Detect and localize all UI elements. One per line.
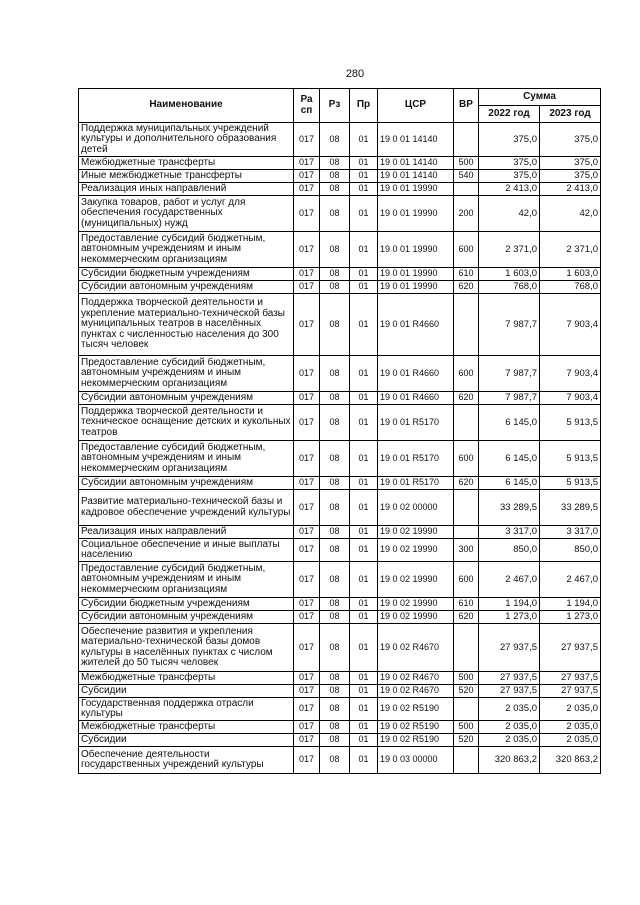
row-sum-2023: 768,0 xyxy=(540,281,601,294)
row-name: Закупка товаров, работ и услуг для обеспечения государственных (муниципальных) нужд xyxy=(79,196,294,232)
row-name: Развитие материально-технической базы и кадровое обеспечение учреждений культуры xyxy=(79,490,294,526)
row-rz: 08 xyxy=(320,196,350,232)
row-rz: 08 xyxy=(320,392,350,405)
table-row xyxy=(79,441,601,477)
row-sum-2023: 33 289,5 xyxy=(540,490,601,526)
row-sum-2023: 850,0 xyxy=(540,539,601,562)
table-row xyxy=(79,624,601,672)
row-pr: 01 xyxy=(350,562,378,598)
table-row xyxy=(79,232,601,268)
header-pr: Пр xyxy=(350,89,378,123)
row-rz: 08 xyxy=(320,747,350,774)
row-vr: 520 xyxy=(454,734,479,747)
row-pr: 01 xyxy=(350,685,378,698)
row-name: Межбюджетные трансферты xyxy=(79,672,294,685)
row-rasp: 017 xyxy=(294,477,320,490)
row-vr xyxy=(454,747,479,774)
header-vr: ВР xyxy=(454,89,479,123)
row-rasp: 017 xyxy=(294,562,320,598)
row-name: Обеспечение развития и укрепления материально-технической базы домов культуры в населённых пунктах с числом жителей до 50 тысяч человек xyxy=(79,624,294,672)
table-row xyxy=(79,183,601,196)
row-rasp: 017 xyxy=(294,232,320,268)
row-rasp: 017 xyxy=(294,123,320,157)
row-rz: 08 xyxy=(320,123,350,157)
row-rasp: 017 xyxy=(294,196,320,232)
row-csr: 19 0 01 R4660 xyxy=(378,356,454,392)
row-csr: 19 0 01 14140 xyxy=(378,123,454,157)
row-sum-2022: 320 863,2 xyxy=(479,747,540,774)
row-rz: 08 xyxy=(320,490,350,526)
row-rasp: 017 xyxy=(294,157,320,170)
row-csr: 19 0 01 R4660 xyxy=(378,294,454,356)
row-pr: 01 xyxy=(350,405,378,441)
row-rasp: 017 xyxy=(294,747,320,774)
row-sum-2022: 1 603,0 xyxy=(479,268,540,281)
row-rasp: 017 xyxy=(294,392,320,405)
row-pr: 01 xyxy=(350,490,378,526)
row-csr: 19 0 01 19990 xyxy=(378,232,454,268)
row-rasp: 017 xyxy=(294,598,320,611)
row-rz: 08 xyxy=(320,672,350,685)
row-name: Межбюджетные трансферты xyxy=(79,157,294,170)
row-sum-2023: 27 937,5 xyxy=(540,624,601,672)
row-name: Субсидии бюджетным учреждениям xyxy=(79,268,294,281)
row-rz: 08 xyxy=(320,157,350,170)
row-vr: 500 xyxy=(454,721,479,734)
table-row xyxy=(79,170,601,183)
row-sum-2022: 375,0 xyxy=(479,157,540,170)
row-name: Межбюджетные трансферты xyxy=(79,721,294,734)
table-row xyxy=(79,490,601,526)
header-year-2022: 2022 год xyxy=(479,106,540,123)
row-pr: 01 xyxy=(350,477,378,490)
table-row xyxy=(79,539,601,562)
table-row xyxy=(79,294,601,356)
row-rasp: 017 xyxy=(294,405,320,441)
row-pr: 01 xyxy=(350,123,378,157)
header-sum: Сумма xyxy=(479,89,601,106)
row-pr: 01 xyxy=(350,747,378,774)
row-csr: 19 0 01 R4660 xyxy=(378,392,454,405)
row-sum-2022: 2 371,0 xyxy=(479,232,540,268)
row-rasp: 017 xyxy=(294,721,320,734)
row-sum-2023: 375,0 xyxy=(540,123,601,157)
row-vr xyxy=(454,405,479,441)
row-rz: 08 xyxy=(320,477,350,490)
row-sum-2022: 27 937,5 xyxy=(479,672,540,685)
row-sum-2023: 7 903,4 xyxy=(540,392,601,405)
header-name: Наименование xyxy=(79,89,294,123)
row-rz: 08 xyxy=(320,294,350,356)
row-sum-2023: 375,0 xyxy=(540,157,601,170)
row-sum-2023: 27 937,5 xyxy=(540,685,601,698)
row-sum-2022: 27 937,5 xyxy=(479,685,540,698)
row-rz: 08 xyxy=(320,721,350,734)
row-rz: 08 xyxy=(320,356,350,392)
row-name: Социальное обеспечение и иные выплаты населению xyxy=(79,539,294,562)
row-rz: 08 xyxy=(320,698,350,721)
row-sum-2022: 33 289,5 xyxy=(479,490,540,526)
row-rasp: 017 xyxy=(294,526,320,539)
row-rasp: 017 xyxy=(294,672,320,685)
row-sum-2023: 2 371,0 xyxy=(540,232,601,268)
table-row xyxy=(79,281,601,294)
row-sum-2023: 42,0 xyxy=(540,196,601,232)
row-sum-2022: 850,0 xyxy=(479,539,540,562)
table-row xyxy=(79,721,601,734)
row-sum-2023: 375,0 xyxy=(540,170,601,183)
row-name: Предоставление субсидий бюджетным, автономным учреждениям и иным некоммерческим организациям xyxy=(79,441,294,477)
row-pr: 01 xyxy=(350,183,378,196)
row-rasp: 017 xyxy=(294,685,320,698)
row-csr: 19 0 02 R4670 xyxy=(378,685,454,698)
row-csr: 19 0 01 R5170 xyxy=(378,405,454,441)
row-sum-2022: 7 987,7 xyxy=(479,356,540,392)
row-sum-2022: 6 145,0 xyxy=(479,405,540,441)
header-year-2023: 2023 год xyxy=(540,106,601,123)
row-name: Субсидии автономным учреждениям xyxy=(79,477,294,490)
row-sum-2023: 5 913,5 xyxy=(540,405,601,441)
row-csr: 19 0 01 14140 xyxy=(378,170,454,183)
row-name: Поддержка творческой деятельности и техническое оснащение детских и кукольных театров xyxy=(79,405,294,441)
row-vr: 200 xyxy=(454,196,479,232)
row-csr: 19 0 02 19990 xyxy=(378,611,454,624)
row-sum-2023: 2 035,0 xyxy=(540,734,601,747)
row-sum-2023: 7 903,4 xyxy=(540,356,601,392)
table-row xyxy=(79,672,601,685)
row-vr xyxy=(454,624,479,672)
row-name: Субсидии бюджетным учреждениям xyxy=(79,598,294,611)
row-name: Предоставление субсидий бюджетным, автономным учреждениям и иным некоммерческим организациям xyxy=(79,232,294,268)
row-csr: 19 0 02 19990 xyxy=(378,539,454,562)
table-body xyxy=(79,123,601,774)
row-sum-2023: 2 035,0 xyxy=(540,721,601,734)
row-vr: 600 xyxy=(454,356,479,392)
row-sum-2022: 2 413,0 xyxy=(479,183,540,196)
table-row xyxy=(79,598,601,611)
row-sum-2023: 2 413,0 xyxy=(540,183,601,196)
row-sum-2023: 3 317,0 xyxy=(540,526,601,539)
row-sum-2023: 2 035,0 xyxy=(540,698,601,721)
row-sum-2022: 6 145,0 xyxy=(479,477,540,490)
row-vr: 610 xyxy=(454,268,479,281)
row-vr: 620 xyxy=(454,477,479,490)
row-csr: 19 0 01 19990 xyxy=(378,183,454,196)
row-name: Реализация иных направлений xyxy=(79,526,294,539)
row-sum-2023: 1 603,0 xyxy=(540,268,601,281)
row-csr: 19 0 01 14140 xyxy=(378,157,454,170)
table-row xyxy=(79,477,601,490)
table-row xyxy=(79,196,601,232)
row-csr: 19 0 01 19990 xyxy=(378,196,454,232)
row-rasp: 017 xyxy=(294,490,320,526)
row-name: Государственная поддержка отрасли культуры xyxy=(79,698,294,721)
row-sum-2022: 2 035,0 xyxy=(479,698,540,721)
row-vr: 500 xyxy=(454,672,479,685)
table-row xyxy=(79,734,601,747)
row-pr: 01 xyxy=(350,721,378,734)
row-rz: 08 xyxy=(320,526,350,539)
row-vr xyxy=(454,490,479,526)
row-sum-2022: 2 035,0 xyxy=(479,734,540,747)
row-rasp: 017 xyxy=(294,734,320,747)
row-name: Субсидии xyxy=(79,734,294,747)
row-vr: 620 xyxy=(454,281,479,294)
row-name: Предоставление субсидий бюджетным, автономным учреждениям и иным некоммерческим организациям xyxy=(79,562,294,598)
row-rz: 08 xyxy=(320,539,350,562)
row-pr: 01 xyxy=(350,294,378,356)
row-rz: 08 xyxy=(320,624,350,672)
row-pr: 01 xyxy=(350,281,378,294)
header-rasp: Ра сп xyxy=(294,89,320,123)
row-csr: 19 0 01 19990 xyxy=(378,268,454,281)
row-csr: 19 0 02 R4670 xyxy=(378,672,454,685)
row-name: Обеспечение деятельности государственных учреждений культуры xyxy=(79,747,294,774)
row-name: Иные межбюджетные трансферты xyxy=(79,170,294,183)
row-pr: 01 xyxy=(350,526,378,539)
row-csr: 19 0 02 R4670 xyxy=(378,624,454,672)
row-pr: 01 xyxy=(350,392,378,405)
row-vr: 600 xyxy=(454,562,479,598)
table-row xyxy=(79,562,601,598)
row-sum-2022: 1 194,0 xyxy=(479,598,540,611)
row-pr: 01 xyxy=(350,441,378,477)
table-row xyxy=(79,747,601,774)
table-row xyxy=(79,123,601,157)
table-row xyxy=(79,685,601,698)
row-rasp: 017 xyxy=(294,441,320,477)
row-csr: 19 0 02 R5190 xyxy=(378,734,454,747)
header-rz: Рз xyxy=(320,89,350,123)
row-vr xyxy=(454,526,479,539)
row-rz: 08 xyxy=(320,562,350,598)
row-pr: 01 xyxy=(350,624,378,672)
row-rz: 08 xyxy=(320,232,350,268)
row-rasp: 017 xyxy=(294,539,320,562)
row-rz: 08 xyxy=(320,170,350,183)
row-vr: 540 xyxy=(454,170,479,183)
row-pr: 01 xyxy=(350,611,378,624)
row-sum-2022: 7 987,7 xyxy=(479,392,540,405)
row-pr: 01 xyxy=(350,170,378,183)
row-pr: 01 xyxy=(350,698,378,721)
header-csr: ЦСР xyxy=(378,89,454,123)
row-sum-2022: 3 317,0 xyxy=(479,526,540,539)
row-name: Предоставление субсидий бюджетным, автономным учреждениям и иным некоммерческим организациям xyxy=(79,356,294,392)
row-rasp: 017 xyxy=(294,170,320,183)
row-rz: 08 xyxy=(320,598,350,611)
row-rz: 08 xyxy=(320,611,350,624)
row-rasp: 017 xyxy=(294,698,320,721)
row-vr xyxy=(454,698,479,721)
row-rz: 08 xyxy=(320,268,350,281)
row-rasp: 017 xyxy=(294,624,320,672)
row-sum-2022: 375,0 xyxy=(479,170,540,183)
row-vr xyxy=(454,123,479,157)
row-rasp: 017 xyxy=(294,281,320,294)
table-row xyxy=(79,392,601,405)
row-csr: 19 0 02 R5190 xyxy=(378,698,454,721)
row-csr: 19 0 02 19990 xyxy=(378,526,454,539)
row-rz: 08 xyxy=(320,183,350,196)
row-csr: 19 0 01 R5170 xyxy=(378,441,454,477)
row-rz: 08 xyxy=(320,405,350,441)
table-row xyxy=(79,526,601,539)
row-pr: 01 xyxy=(350,672,378,685)
row-name: Субсидии автономным учреждениям xyxy=(79,281,294,294)
row-vr: 600 xyxy=(454,441,479,477)
row-sum-2022: 27 937,5 xyxy=(479,624,540,672)
row-csr: 19 0 02 19990 xyxy=(378,562,454,598)
row-name: Поддержка муниципальных учреждений культуры и дополнительного образования детей xyxy=(79,123,294,157)
row-name: Реализация иных направлений xyxy=(79,183,294,196)
row-sum-2023: 5 913,5 xyxy=(540,477,601,490)
row-rasp: 017 xyxy=(294,611,320,624)
row-csr: 19 0 02 R5190 xyxy=(378,721,454,734)
row-rasp: 017 xyxy=(294,294,320,356)
row-sum-2022: 375,0 xyxy=(479,123,540,157)
table-row xyxy=(79,405,601,441)
row-sum-2022: 7 987,7 xyxy=(479,294,540,356)
row-pr: 01 xyxy=(350,157,378,170)
row-sum-2022: 2 467,0 xyxy=(479,562,540,598)
row-sum-2022: 42,0 xyxy=(479,196,540,232)
row-name: Субсидии автономным учреждениям xyxy=(79,611,294,624)
row-sum-2023: 1 194,0 xyxy=(540,598,601,611)
table-row xyxy=(79,356,601,392)
row-vr: 600 xyxy=(454,232,479,268)
table-row xyxy=(79,157,601,170)
row-name: Субсидии автономным учреждениям xyxy=(79,392,294,405)
row-rz: 08 xyxy=(320,685,350,698)
row-csr: 19 0 03 00000 xyxy=(378,747,454,774)
row-pr: 01 xyxy=(350,196,378,232)
row-name: Поддержка творческой деятельности и укрепление материально-технической базы муниципальных театров в населённых пунктах с численностью населения до 300 тысяч человек xyxy=(79,294,294,356)
row-rz: 08 xyxy=(320,441,350,477)
table-row xyxy=(79,268,601,281)
row-csr: 19 0 01 R5170 xyxy=(378,477,454,490)
row-vr: 520 xyxy=(454,685,479,698)
row-vr: 620 xyxy=(454,611,479,624)
row-sum-2023: 5 913,5 xyxy=(540,441,601,477)
row-vr xyxy=(454,294,479,356)
row-sum-2022: 1 273,0 xyxy=(479,611,540,624)
table-row xyxy=(79,611,601,624)
row-vr: 620 xyxy=(454,392,479,405)
row-sum-2023: 320 863,2 xyxy=(540,747,601,774)
row-sum-2023: 1 273,0 xyxy=(540,611,601,624)
row-pr: 01 xyxy=(350,598,378,611)
row-sum-2023: 27 937,5 xyxy=(540,672,601,685)
row-csr: 19 0 02 00000 xyxy=(378,490,454,526)
row-vr: 610 xyxy=(454,598,479,611)
row-rasp: 017 xyxy=(294,268,320,281)
row-csr: 19 0 01 19990 xyxy=(378,281,454,294)
row-pr: 01 xyxy=(350,539,378,562)
row-rz: 08 xyxy=(320,734,350,747)
table-row xyxy=(79,698,601,721)
row-name: Субсидии xyxy=(79,685,294,698)
row-sum-2023: 7 903,4 xyxy=(540,294,601,356)
row-rz: 08 xyxy=(320,281,350,294)
row-sum-2022: 768,0 xyxy=(479,281,540,294)
row-pr: 01 xyxy=(350,268,378,281)
row-sum-2022: 2 035,0 xyxy=(479,721,540,734)
row-vr xyxy=(454,183,479,196)
row-pr: 01 xyxy=(350,232,378,268)
page-number: 280 xyxy=(345,68,365,80)
row-pr: 01 xyxy=(350,734,378,747)
row-sum-2022: 6 145,0 xyxy=(479,441,540,477)
row-vr: 300 xyxy=(454,539,479,562)
budget-table xyxy=(78,88,601,774)
row-sum-2023: 2 467,0 xyxy=(540,562,601,598)
row-csr: 19 0 02 19990 xyxy=(378,598,454,611)
row-pr: 01 xyxy=(350,356,378,392)
row-vr: 500 xyxy=(454,157,479,170)
row-rasp: 017 xyxy=(294,356,320,392)
row-rasp: 017 xyxy=(294,183,320,196)
